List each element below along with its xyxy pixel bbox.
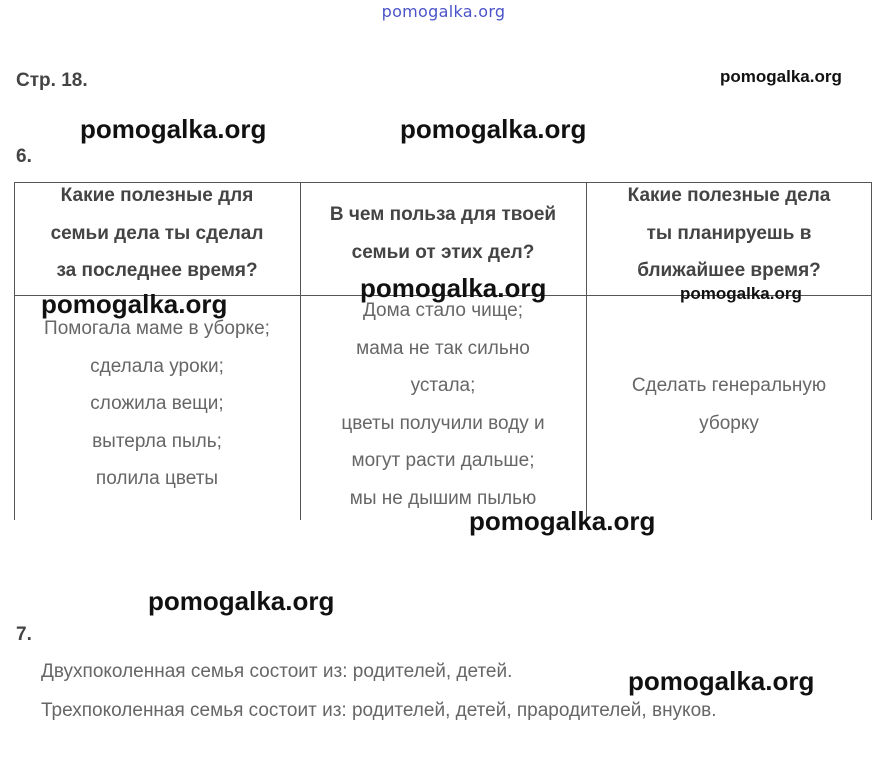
table-body-cell bbox=[14, 310, 300, 498]
table-header-cell bbox=[14, 177, 300, 290]
header-line: ближайшее время? bbox=[637, 260, 821, 281]
cell-line: вытерла пыль; bbox=[92, 430, 222, 452]
cell-line: мы не дышим пылью bbox=[349, 487, 537, 509]
watermark: pomogalka.org bbox=[41, 289, 228, 319]
table-body-cell bbox=[300, 292, 586, 517]
task-number: 6. bbox=[16, 146, 32, 167]
task6-table bbox=[14, 182, 872, 520]
cell-line: сделала уроки; bbox=[90, 355, 224, 377]
table-header-cell bbox=[300, 196, 586, 271]
watermark: pomogalka.org bbox=[680, 284, 802, 303]
header-line: Какие полезные дела bbox=[627, 185, 831, 206]
cell-line: Помогала маме в уборке; bbox=[44, 318, 270, 339]
watermark: pomogalka.org bbox=[400, 114, 587, 144]
table-header-cell bbox=[586, 177, 872, 290]
cell-line: цветы получили воду и bbox=[341, 412, 545, 434]
cell-line: сложила вещи; bbox=[90, 393, 224, 414]
cell-line: мама не так сильно bbox=[356, 337, 530, 359]
answer-line: Трехпоколенная семья состоит из: родителей, детей, прародителей, внуков. bbox=[41, 700, 717, 721]
page-reference: Стр. 18. bbox=[16, 70, 88, 91]
header-line: семьи от этих дел? bbox=[351, 241, 535, 263]
answer-line: Двухпоколенная семья состоит из: родителей, детей. bbox=[41, 661, 513, 682]
cell-line: устала; bbox=[410, 375, 476, 396]
cell-line: Сделать генеральную bbox=[631, 375, 827, 396]
table-body-cell bbox=[586, 367, 872, 442]
watermark: pomogalka.org bbox=[628, 666, 815, 696]
watermark: pomogalka.org bbox=[720, 67, 842, 86]
cell-line: могут расти дальше; bbox=[351, 450, 535, 471]
header-line: за последнее время? bbox=[56, 260, 258, 281]
header-line: В чем польза для твоей bbox=[329, 204, 557, 225]
cell-line: уборку bbox=[699, 412, 759, 434]
cell-line: Дома стало чище; bbox=[362, 300, 524, 321]
watermark: pomogalka.org bbox=[360, 273, 547, 303]
watermark: pomogalka.org bbox=[80, 114, 267, 144]
cell-line: полила цветы bbox=[95, 468, 219, 489]
watermark: pomogalka.org bbox=[148, 586, 335, 616]
header-line: Какие полезные для bbox=[60, 185, 254, 206]
task-number: 7. bbox=[16, 624, 32, 645]
header-line: ты планируешь в bbox=[646, 222, 812, 244]
site-header-label: pomogalka.org bbox=[381, 2, 506, 21]
watermark: pomogalka.org bbox=[469, 506, 656, 536]
header-line: семьи дела ты сделал bbox=[50, 222, 264, 244]
